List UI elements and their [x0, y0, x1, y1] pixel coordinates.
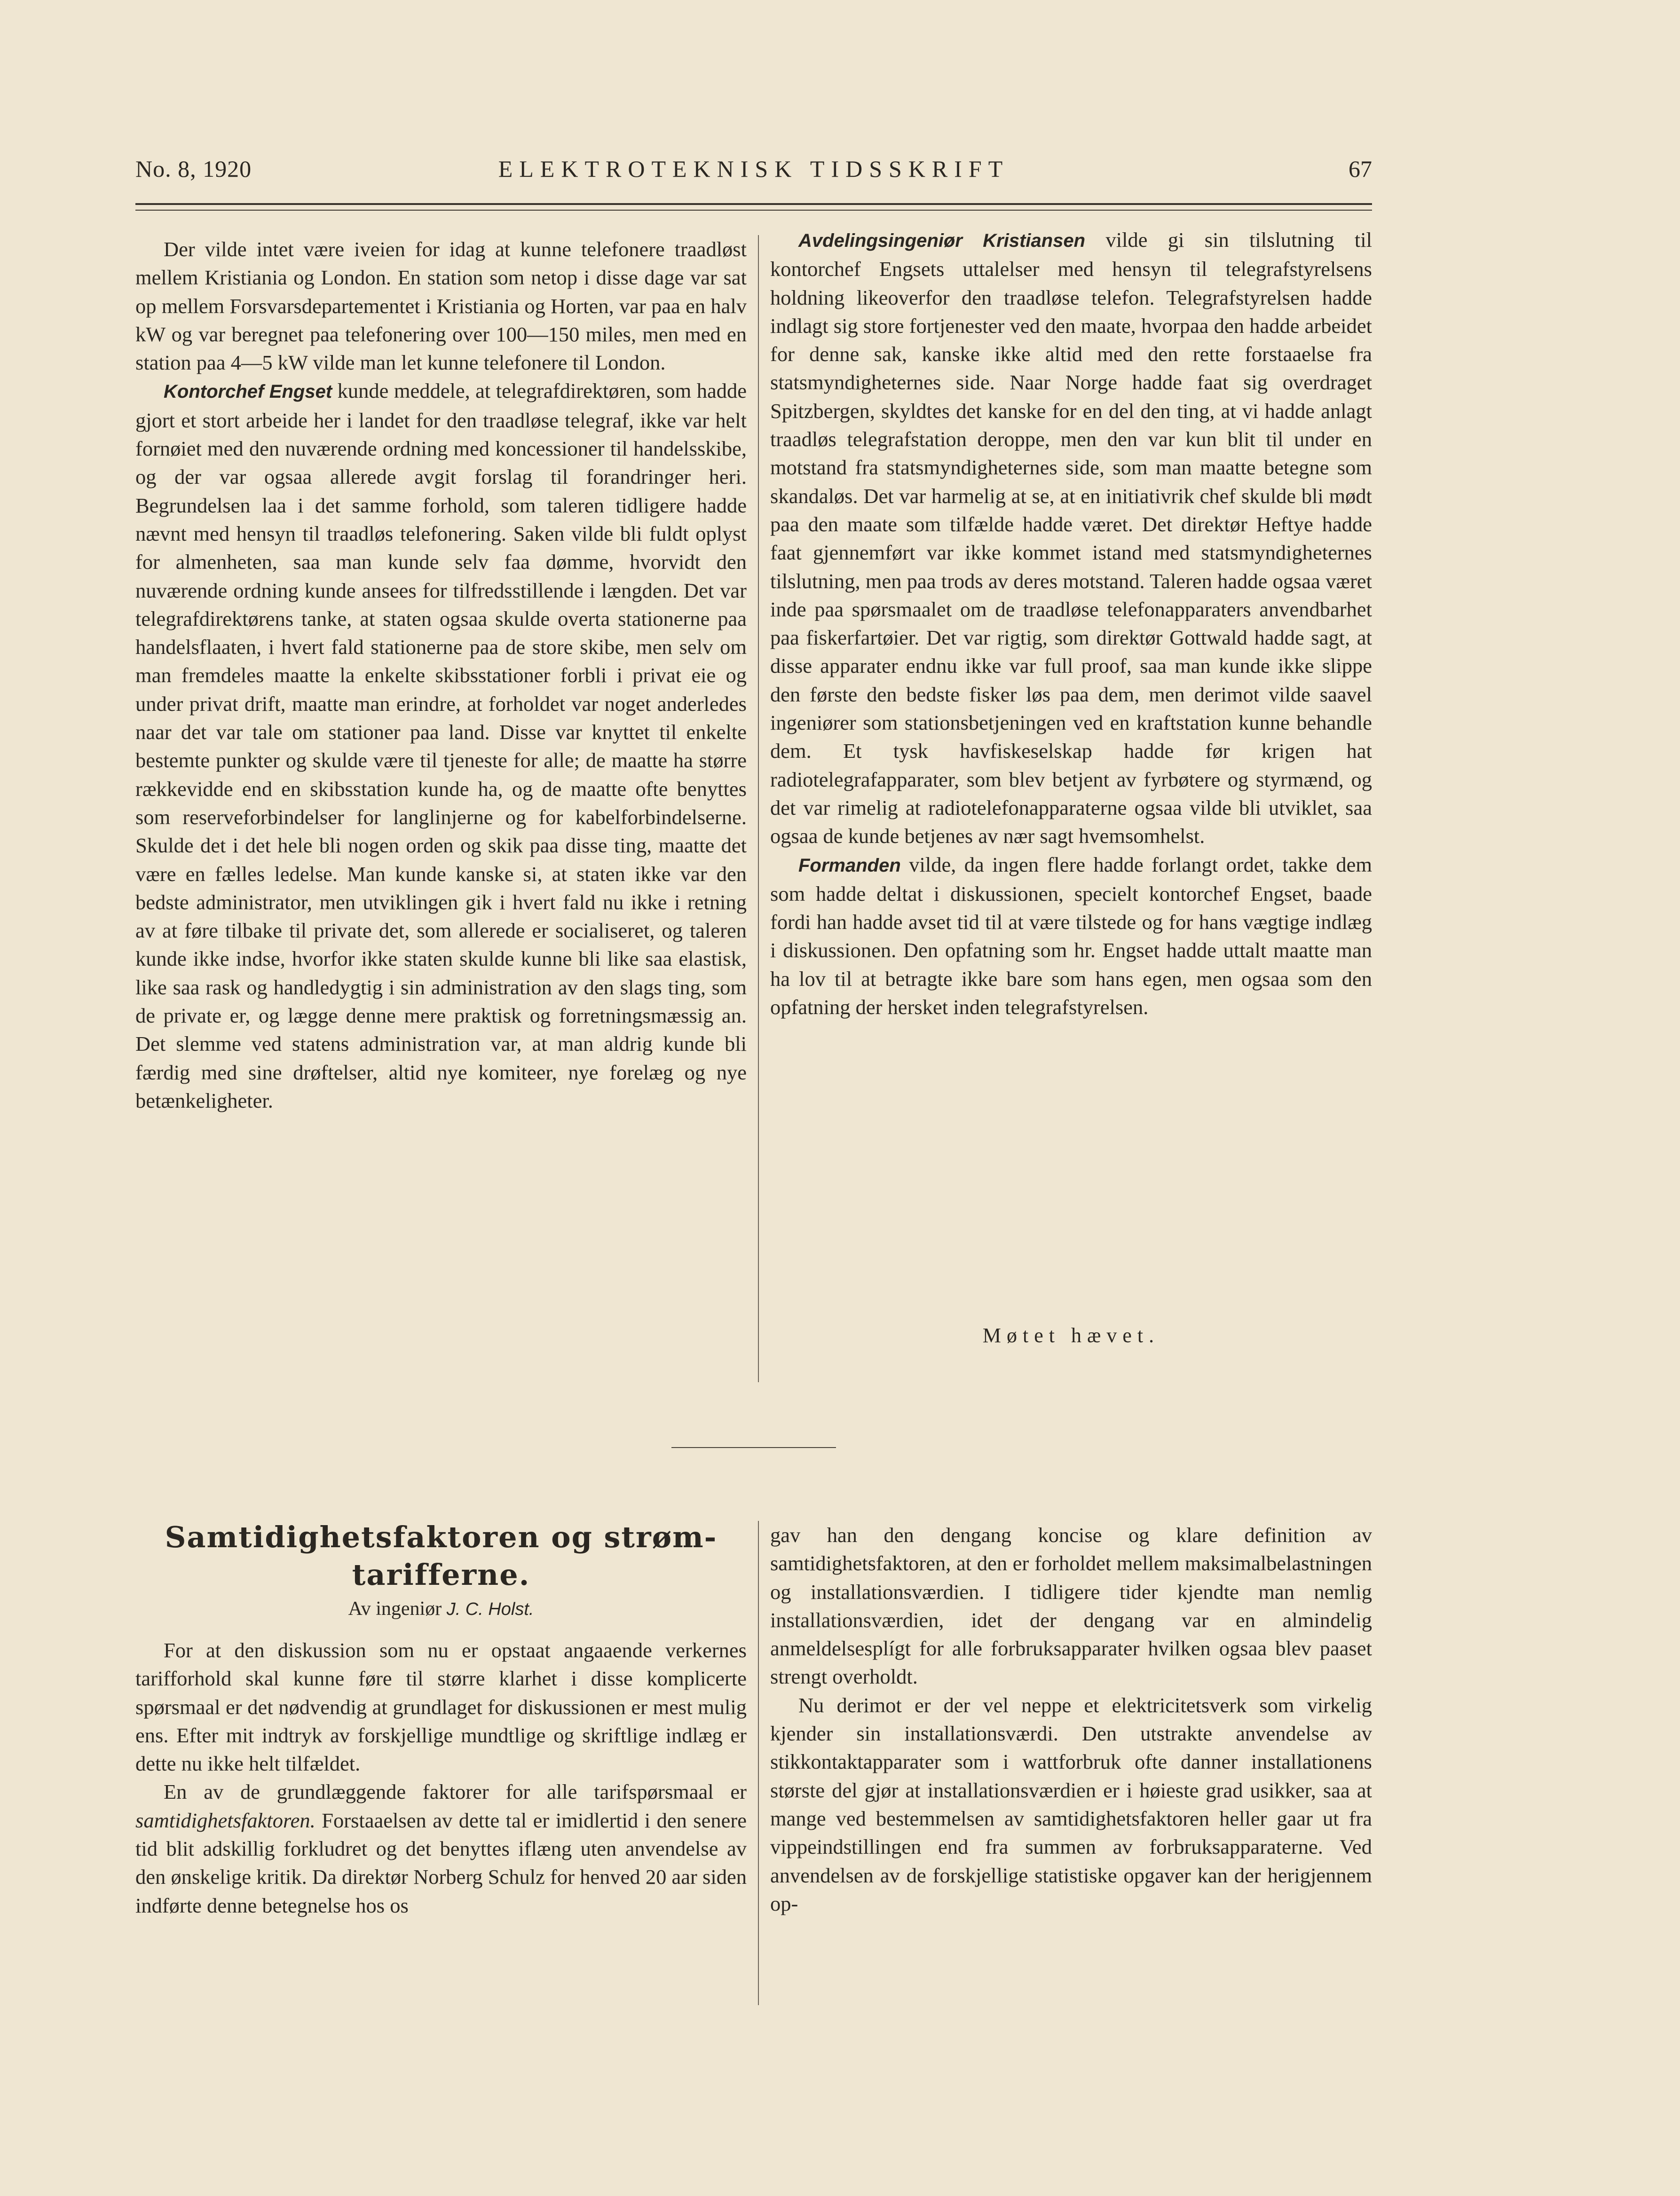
speaker-name: Formanden [798, 855, 901, 876]
header-rule [135, 203, 1372, 211]
paragraph-text: vilde, da ingen flere hadde forlangt ordet, takke dem som hadde deltat i diskussionen, specielt kontorchef Engset, baade fordi han hadde avset tid til at være tilstede og for hans vægtige indlæg i diskussionen. Den opfatning som hr. Engset hadde uttalt maatte man ha lov til at betragte ikke bare som hans egen, men ogsaa som den opfatning der hersket inden telegrafstyrelsen. [770, 852, 1372, 1019]
journal-title: ELEKTROTEKNISK TIDSSKRIFT [498, 156, 1010, 182]
paragraph: gav han den dengang koncise og klare definition av samtidighetsfaktoren, at den er forholdet mellem maksimalbelastningen og installationsværdien. I tidligere tider kjendte man nemlig installationsværdien, idet der dengang var en almindelig anmeldelsesplígt for alle forbruksapparater hvilken ogsaa blev paaset strengt overholdt. [770, 1523, 1372, 1689]
top-left-column [135, 235, 747, 1115]
meeting-closed: Møtet hævet. [982, 1324, 1160, 1347]
article-byline [135, 1598, 747, 1620]
page-number: 67 [1349, 156, 1372, 182]
paragraph [770, 850, 1372, 1022]
article-title-line: tarifferne. [352, 1558, 530, 1592]
byline-prefix: Av ingeniør [348, 1598, 442, 1620]
column-divider [758, 235, 759, 1382]
issue-label: No. 8, 1920 [135, 156, 252, 182]
paragraph: Nu derimot er der vel neppe et elektricitetsverk som virkelig kjender sin installationsværdi. Den utstrakte anvendelse av stikkontaktapparater som i wattforbruk ofte danner installationens største del gjør at installationsværdien er i høieste grad usikker, saa at mange ved bestemmelsen av samtidighetsfaktoren heller gaar ut fra vippeindstillingen end fra summen av forbruksapparaterne. Ved anvendelsen av de forskjellige statistiske opgaver kan der herigjennem op- [770, 1693, 1372, 1915]
paragraph: For at den diskussion som nu er opstaat angaaende verkernes tarifforhold skal kunne føre til større klarhet i disse komplicerte spørsmaal er det nødvendig at grundlaget for diskussionen er mest mulig ens. Efter mit indtryk av forskjellige mundtlige og skriftlige indlæg er dette nu ikke helt tilfældet. [135, 1638, 747, 1776]
paragraph: En av de grundlæggende faktorer for alle tarifspørsmaal er samtidighetsfaktoren. Forstaaelsen av dette tal er imidlertid i den senere tid blit adskillig forkludret og det benyttes iflæng uten anvendelse av den ønskelige kritik. Da direktør Norberg Schulz for henved 20 aar siden indførte denne betegnelse hos os [135, 1780, 747, 1917]
top-right-column [770, 226, 1372, 1021]
article-title [135, 1519, 747, 1594]
byline-author: J. C. Holst. [446, 1599, 534, 1619]
column-divider [758, 1521, 759, 2005]
paragraph [135, 377, 747, 1115]
speaker-name: Avdelingsingeniør Kristiansen [798, 230, 1086, 251]
page-header [135, 155, 1372, 193]
article-title-line: Samtidighetsfaktoren og strøm- [165, 1520, 718, 1554]
paragraph-text: vilde gi sin tilslutning til kontorchef Engsets uttalelser med hensyn til telegrafstyrelsens holdning likeoverfor den traadløse telefon. Telegrafstyrelsen hadde indlagt sig store fortjenester ved den maate, hvorpaa den hadde arbeidet for denne sak, kanske ikke altid med den rette forstaaelse fra statsmyndigheternes side. Naar Norge hadde faat sig overdraget Spitzbergen, skyldtes det kanske for en del den ting, at vi hadde anlagt traadløs telegrafstation deroppe, men den var kun blit til under en motstand fra statsmyndigheternes side, som man maatte betegne som skandaløs. Det var harmelig at se, at en initiativrik chef skulde bli mødt paa den maate som tilfælde hadde været. Det direktør Heftye hadde faat gjennemført var ikke kommet istand med statsmyndigheternes tilslutning, men paa trods av deres motstand. Taleren hadde ogsaa været inde paa spørsmaalet om de traadløse telefonapparaters anvendbarhet paa fiskerfartøier. Det var rigtig, som direktør Gottwald hadde sagt, at disse apparater endnu ikke var full proof, saa man kunde ikke slippe den første den bedste fisker løs paa dem, men derimot vilde saavel ingeniører som stationsbetjeningen ved en kraftstation kunne behandle dem. Et tysk havfiskeselskap hadde før krigen hat radiotelegrafapparater, som blev betjent av fyrbøtere og styrmænd, og det var rimelig at radiotelefonapparaterne ogsaa vilde bli utviklet, saa ogsaa de kunde betjenes av nær sagt hvemsomhelst. [770, 228, 1372, 848]
speaker-name: Kontorchef Engset [164, 381, 332, 402]
emphasis: samtidighetsfaktoren. [135, 1808, 315, 1832]
article-right-column [770, 1521, 1372, 1918]
paragraph: Der vilde intet være iveien for idag at kunne telefonere traadløst mellem Kristiania og London. En station som netop i disse dage var sat op mellem Forsvarsdepartementet i Kristiania og Horten, var paa en halv kW og var beregnet paa telefonering over 100—150 miles, men med en station paa 4—5 kW vilde man let kunne telefonere til London. [135, 237, 747, 375]
paragraph [770, 226, 1372, 850]
section-separator [671, 1447, 836, 1448]
article-left-column [135, 1636, 747, 1920]
paragraph-text: kunde meddele, at telegrafdirektøren, som hadde gjort et stort arbeide her i landet for den traadløse telegraf, ikke var helt fornøiet med den nuværende ordning med koncessioner til handelsskibe, og der var ogsaa allerede avgit forslag til forandringer heri. Begrundelsen laa i det samme forhold, som taleren tidligere hadde nævnt med hensyn til traadløs telefonering. Saken vilde bli fuldt oplyst for almenheten, saa man kunde selv faa dømme, hvorvidt den nuværende ordning kunde ansees for tilfredsstillende i længden. Det var telegrafdirektørens tanke, at staten ogsaa skulde overta stationerne paa handelsflaaten, i hvert fald stationerne paa de store skibe, men selv om man fremdeles maatte la enkelte skibsstationer forbli i privat eie og under privat drift, maatte man erindre, at forholdet var noget anderledes naar det var tale om stationer paa land. Disse var knyttet til enkelte bestemte punkter og skulde være til tjeneste for alle; de maatte ha større rækkevidde end en skibsstation kunde ha, og de maatte ofte benyttes som reserveforbindelser for langlinjerne og for kabelforbindelserne. Skulde det i det hele bli nogen orden og skik paa disse ting, maatte det være en fælles ledelse. Man kunde kanske si, at staten ikke var den bedste administrator, men utviklingen gik i hvert fald nu ikke i retning av at føre tilbake til private det, som allerede er socialiseret, og taleren kunde ikke indse, hvorfor ikke staten skulde kunne bli like saa elastisk, like saa rask og handledygtig i sin administration av den slags ting, som de private er, og lægge denne mere praktisk og forretningsmæssig an. Det slemme ved statens administration var, at man aldrig kunde bli færdig med sine drøftelser, altid nye komiteer, nye forelæg og nye betænkeligheter. [135, 379, 747, 1112]
